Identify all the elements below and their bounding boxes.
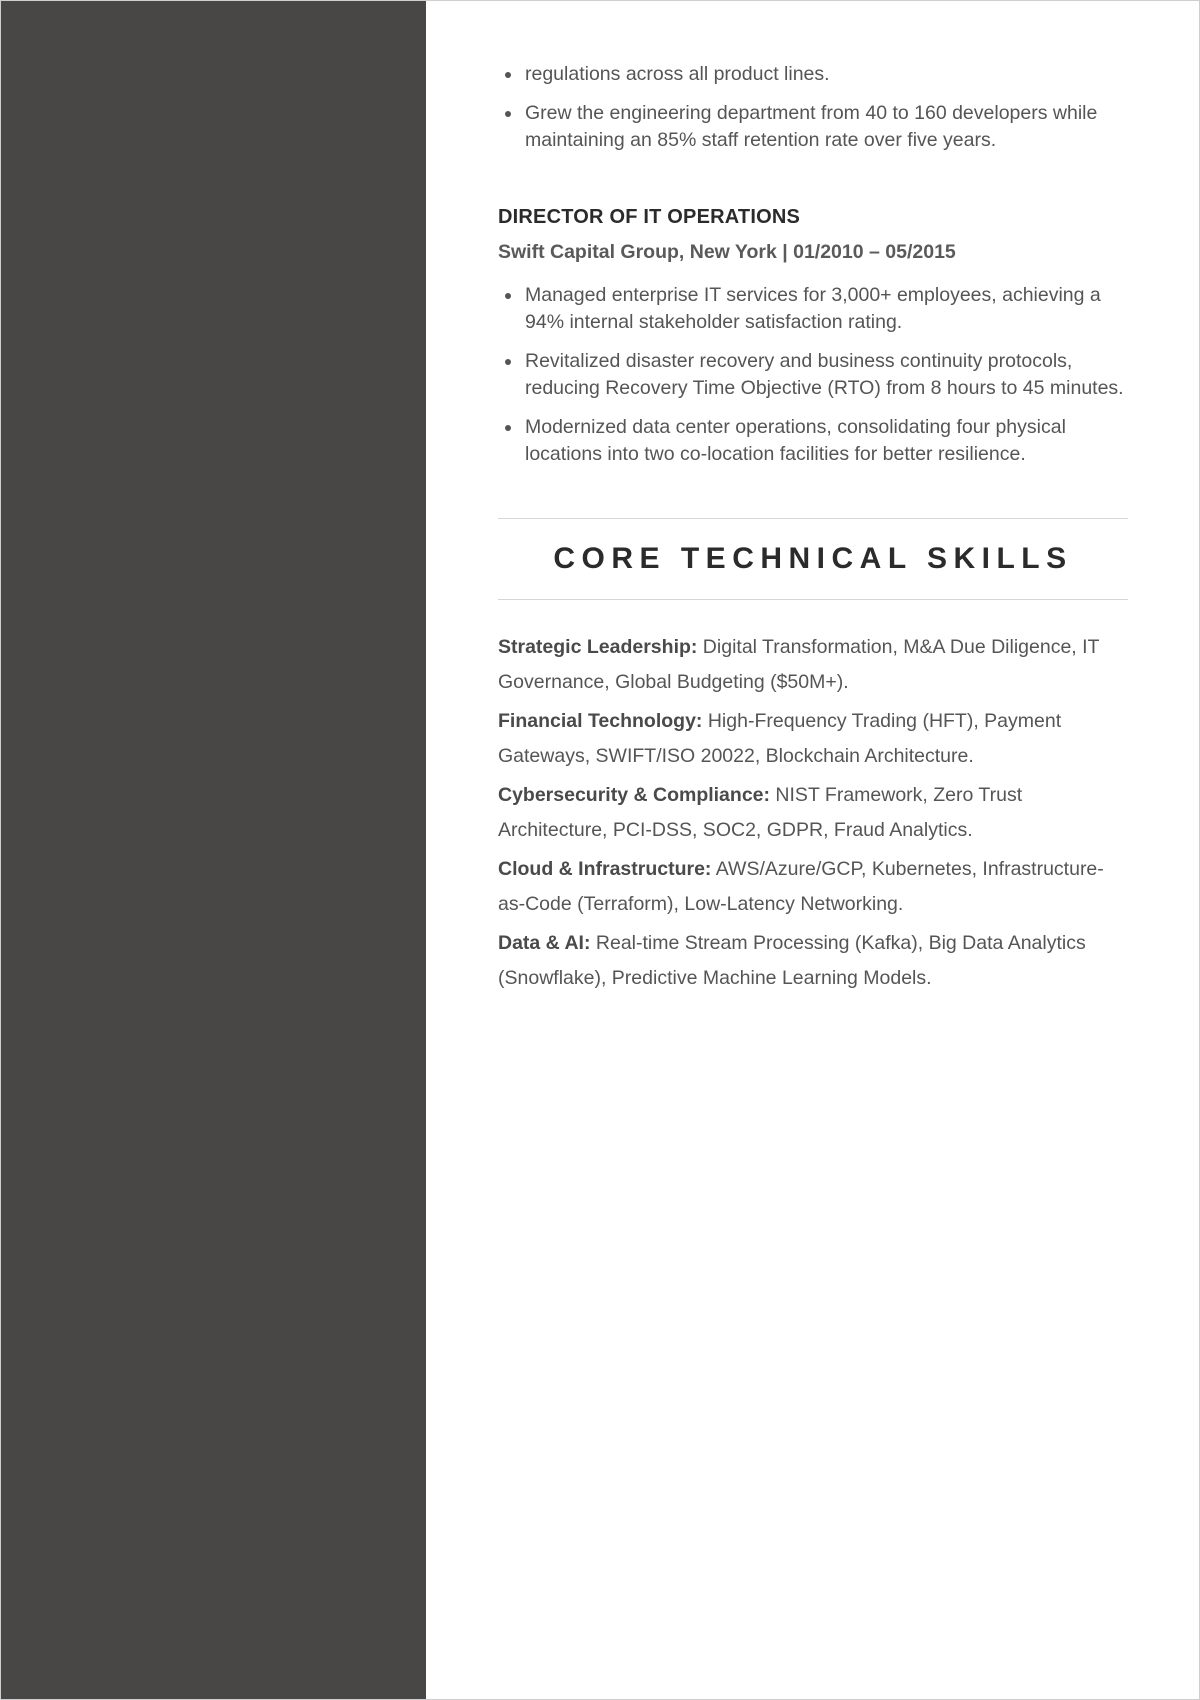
bullet-item: regulations across all product lines. [498,61,1128,88]
skill-text: NIST Framework, Zero Trust Architecture, PCI-DSS, SOC2, GDPR, Fraud Analytics. [498,784,1023,841]
skill-item [498,852,1128,922]
skill-label: Financial Technology: [498,710,703,732]
main-content [498,61,1128,1000]
skill-label: Strategic Leadership: [498,636,698,658]
skill-label: Cloud & Infrastructure: [498,858,712,880]
bullet-item: Grew the engineering department from 40 to 160 developers while maintaining an 85% staff retention rate over five years. [498,100,1128,154]
skill-text: High-Frequency Trading (HFT), Payment Gateways, SWIFT/ISO 20022, Blockchain Architecture. [498,710,1062,767]
skill-item [498,704,1128,774]
skills-list [498,630,1128,996]
job-bullets [498,282,1128,468]
job-title: DIRECTOR OF IT OPERATIONS [498,206,801,228]
skill-text: Digital Transformation, M&A Due Diligence, IT Governance, Global Budgeting ($50M+). [498,636,1100,693]
skill-item [498,630,1128,700]
sidebar-panel [1,1,426,1699]
bullet-item: Revitalized disaster recovery and business continuity protocols, reducing Recovery Time Objective (RTO) from 8 hours to 45 minutes. [498,348,1128,402]
skill-label: Data & AI: [498,932,591,954]
skill-label: Cybersecurity & Compliance: [498,784,771,806]
bullet-item: Managed enterprise IT services for 3,000+ employees, achieving a 94% internal stakeholder satisfaction rating. [498,282,1128,336]
skill-item [498,778,1128,848]
skill-item [498,926,1128,996]
skill-text: AWS/Azure/GCP, Kubernetes, Infrastructure-as-Code (Terraform), Low-Latency Networking. [498,858,1104,915]
continued-experience-bullets [498,61,1128,154]
section-divider-bottom [498,599,1128,600]
skill-text: Real-time Stream Processing (Kafka), Big Data Analytics (Snowflake), Predictive Machine Learning Models. [498,932,1086,989]
job-company-dates: Swift Capital Group, New York | 01/2010 – 05/2015 [498,241,956,263]
bullet-item: Modernized data center operations, consolidating four physical locations into two co-location facilities for better resilience. [498,414,1128,468]
section-title: CORE TECHNICAL SKILLS [553,542,1073,575]
